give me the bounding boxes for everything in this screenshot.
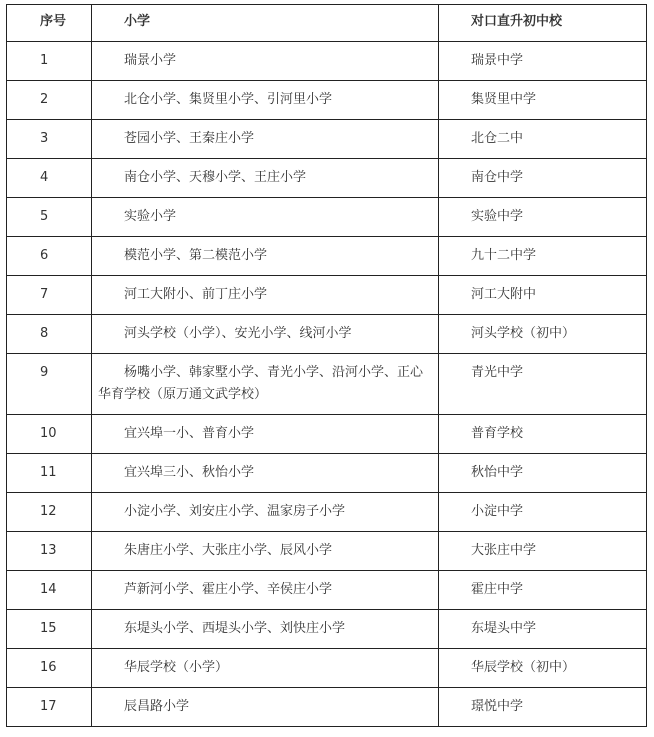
row-number: 11	[7, 454, 92, 493]
table-row	[7, 276, 647, 315]
row-number: 16	[7, 649, 92, 688]
row-primary-schools: 北仓小学、集贤里小学、引河里小学	[92, 81, 439, 120]
row-primary-schools: 小淀小学、刘安庄小学、温家房子小学	[92, 493, 439, 532]
row-middle-school: 南仓中学	[439, 159, 647, 198]
row-number: 5	[7, 198, 92, 237]
row-number: 15	[7, 610, 92, 649]
school-mapping-table	[6, 4, 647, 727]
row-middle-school: 秋怡中学	[439, 454, 647, 493]
row-number: 14	[7, 571, 92, 610]
row-primary-schools: 杨嘴小学、韩家墅小学、青光小学、沿河小学、正心华育学校（原万通文武学校）	[92, 354, 439, 415]
row-number: 4	[7, 159, 92, 198]
header-middle-school: 对口直升初中校	[439, 5, 647, 42]
table-row	[7, 415, 647, 454]
table-row	[7, 354, 647, 415]
row-number: 9	[7, 354, 92, 415]
row-primary-schools: 宜兴埠一小、普育小学	[92, 415, 439, 454]
table-row	[7, 315, 647, 354]
row-middle-school: 实验中学	[439, 198, 647, 237]
row-middle-school: 河工大附中	[439, 276, 647, 315]
row-middle-school: 普育学校	[439, 415, 647, 454]
table-row	[7, 454, 647, 493]
row-middle-school: 河头学校（初中）	[439, 315, 647, 354]
row-middle-school: 华辰学校（初中）	[439, 649, 647, 688]
row-middle-school: 北仓二中	[439, 120, 647, 159]
row-primary-schools: 东堤头小学、西堤头小学、刘快庄小学	[92, 610, 439, 649]
row-number: 3	[7, 120, 92, 159]
row-number: 6	[7, 237, 92, 276]
table-row	[7, 159, 647, 198]
table-row	[7, 649, 647, 688]
row-number: 2	[7, 81, 92, 120]
row-middle-school: 大张庄中学	[439, 532, 647, 571]
row-middle-school: 小淀中学	[439, 493, 647, 532]
row-primary-schools: 宜兴埠三小、秋怡小学	[92, 454, 439, 493]
row-primary-schools: 辰昌路小学	[92, 688, 439, 727]
header-number: 序号	[7, 5, 92, 42]
row-primary-schools: 芦新河小学、霍庄小学、辛侯庄小学	[92, 571, 439, 610]
table-row	[7, 81, 647, 120]
row-number: 13	[7, 532, 92, 571]
row-number: 7	[7, 276, 92, 315]
row-number: 8	[7, 315, 92, 354]
row-primary-schools: 朱唐庄小学、大张庄小学、辰风小学	[92, 532, 439, 571]
school-table-container	[6, 4, 646, 727]
header-primary-school: 小学	[92, 5, 439, 42]
row-number: 10	[7, 415, 92, 454]
table-row	[7, 42, 647, 81]
table-row	[7, 120, 647, 159]
row-middle-school: 青光中学	[439, 354, 647, 415]
row-primary-schools: 瑞景小学	[92, 42, 439, 81]
table-row	[7, 688, 647, 727]
table-row	[7, 571, 647, 610]
table-row	[7, 493, 647, 532]
cut-off-link-fragment	[30, 730, 330, 737]
table-row	[7, 198, 647, 237]
row-primary-schools: 南仓小学、天穆小学、王庄小学	[92, 159, 439, 198]
row-primary-schools: 河头学校（小学）、安光小学、线河小学	[92, 315, 439, 354]
table-row	[7, 532, 647, 571]
row-middle-school: 九十二中学	[439, 237, 647, 276]
row-primary-schools: 模范小学、第二模范小学	[92, 237, 439, 276]
row-middle-school: 璟悦中学	[439, 688, 647, 727]
table-row	[7, 610, 647, 649]
row-number: 1	[7, 42, 92, 81]
table-row	[7, 237, 647, 276]
row-middle-school: 东堤头中学	[439, 610, 647, 649]
row-primary-schools: 实验小学	[92, 198, 439, 237]
row-middle-school: 瑞景中学	[439, 42, 647, 81]
table-header-row	[7, 5, 647, 42]
row-primary-schools: 华辰学校（小学）	[92, 649, 439, 688]
row-primary-schools: 苍园小学、王秦庄小学	[92, 120, 439, 159]
row-middle-school: 霍庄中学	[439, 571, 647, 610]
row-number: 17	[7, 688, 92, 727]
row-number: 12	[7, 493, 92, 532]
row-primary-schools: 河工大附小、前丁庄小学	[92, 276, 439, 315]
row-middle-school: 集贤里中学	[439, 81, 647, 120]
